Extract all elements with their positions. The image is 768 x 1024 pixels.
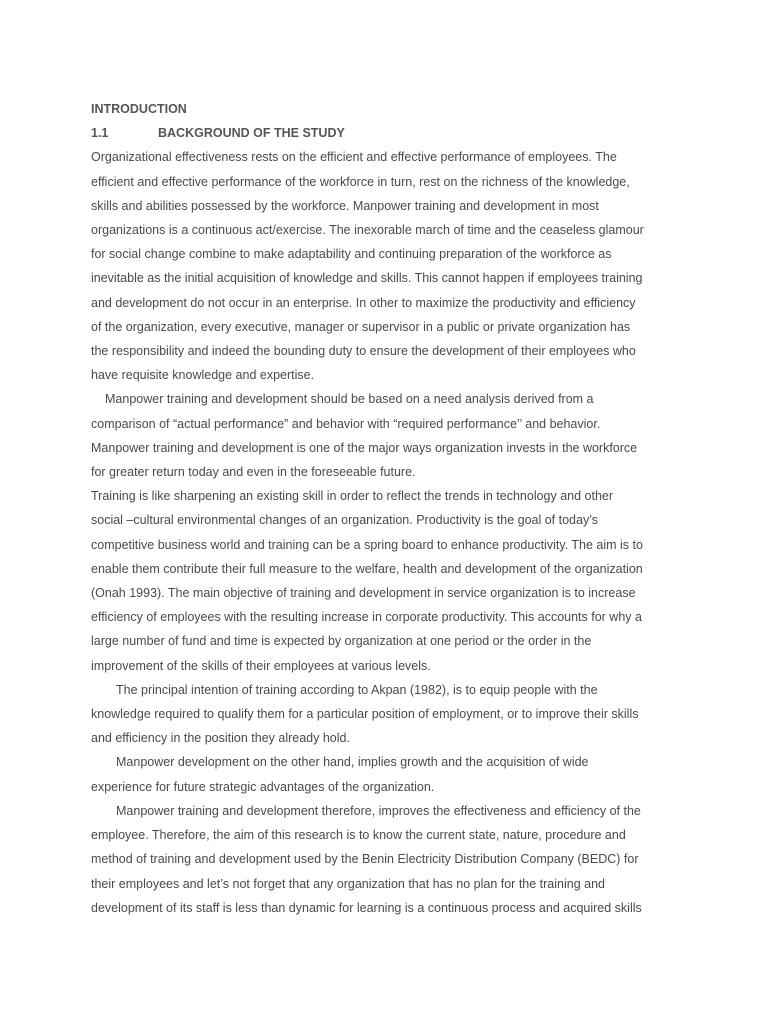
document-heading: INTRODUCTION <box>91 102 187 116</box>
paragraph <box>91 750 676 798</box>
paragraph-line: Manpower training and development is one of the major ways organization invests in the workforce <box>91 440 638 455</box>
paragraph-line: for social change combine to make adaptability and continuing preparation of the workforce as <box>91 247 612 262</box>
paragraph-line: knowledge required to qualify them for a particular position of employment, or to improve their skills <box>91 707 639 722</box>
paragraph-line: Manpower development on the other hand, implies growth and the acquisition of wide <box>116 755 589 770</box>
paragraph-line: efficiency of employees with the resulting increase in corporate productivity. This accounts for why a <box>91 610 642 625</box>
paragraph-line: efficient and effective performance of the workforce in turn, rest on the richness of the knowledge, <box>91 174 630 189</box>
paragraph-line: large number of fund and time is expected by organization at one period or the order in the <box>91 634 592 649</box>
paragraph-line: (Onah 1993). The main objective of training and development in service organization is to increase <box>91 586 636 601</box>
paragraph-line: organizations is a continuous act/exercise. The inexorable march of time and the ceaseless glamour <box>91 223 644 238</box>
paragraph-line: Manpower training and development therefore, improves the effectiveness and efficiency of the <box>116 803 641 818</box>
paragraph <box>91 145 676 387</box>
paragraph-line: inevitable as the initial acquisition of knowledge and skills. This cannot happen if employees training <box>91 271 643 286</box>
paragraph-line: experience for future strategic advantages of the organization. <box>91 779 435 794</box>
paragraph-line: their employees and let’s not forget that any organization that has no plan for the training and <box>91 876 605 891</box>
paragraph-line: the responsibility and indeed the bounding duty to ensure the development of their employees who <box>91 344 636 359</box>
paragraph-line: Organizational effectiveness rests on the efficient and effective performance of employees. The <box>91 150 617 165</box>
paragraph-line: improvement of the skills of their employees at various levels. <box>91 658 431 673</box>
paragraph-line: enable them contribute their full measure to the welfare, health and development of the organization <box>91 561 643 576</box>
paragraph-line: Training is like sharpening an existing skill in order to reflect the trends in technology and other <box>91 489 614 504</box>
paragraph-line: skills and abilities possessed by the workforce. Manpower training and development in most <box>91 198 599 213</box>
paragraph <box>91 799 676 920</box>
paragraph-line: method of training and development used by the Benin Electricity Distribution Company (BEDC) for <box>91 852 639 867</box>
paragraph-line: and development do not occur in an enterprise. In other to maximize the productivity and efficiency <box>91 295 636 310</box>
paragraph-line: for greater return today and even in the foreseeable future. <box>91 465 416 480</box>
paragraph-line: employee. Therefore, the aim of this research is to know the current state, nature, procedure and <box>91 828 626 843</box>
paragraph-line: development of its staff is less than dynamic for learning is a continuous process and acquired skills <box>91 900 642 915</box>
paragraphs-container <box>91 145 676 920</box>
section-number: 1.1 <box>91 126 109 141</box>
paragraph-line: comparison of “actual performance” and behavior with “required performance’’ and behavior. <box>91 416 601 431</box>
document-body <box>91 97 676 920</box>
paragraph-line: competitive business world and training can be a spring board to enhance productivity. The aim is to <box>91 537 643 552</box>
paragraph-line: of the organization, every executive, manager or supervisor in a public or private organization has <box>91 319 631 334</box>
section-title: BACKGROUND OF THE STUDY <box>158 126 345 141</box>
paragraph-line: and efficiency in the position they already hold. <box>91 731 350 746</box>
paragraph <box>91 387 676 484</box>
paragraph-line: social –cultural environmental changes of an organization. Productivity is the goal of today’s <box>91 513 599 528</box>
paragraph <box>91 484 676 678</box>
paragraph <box>91 678 676 751</box>
section-heading <box>91 121 676 145</box>
paragraph-line: have requisite knowledge and expertise. <box>91 368 315 383</box>
paragraph-line: The principal intention of training according to Akpan (1982), is to equip people with the <box>116 682 598 697</box>
paragraph-line: Manpower training and development should be based on a need analysis derived from a <box>105 392 594 407</box>
